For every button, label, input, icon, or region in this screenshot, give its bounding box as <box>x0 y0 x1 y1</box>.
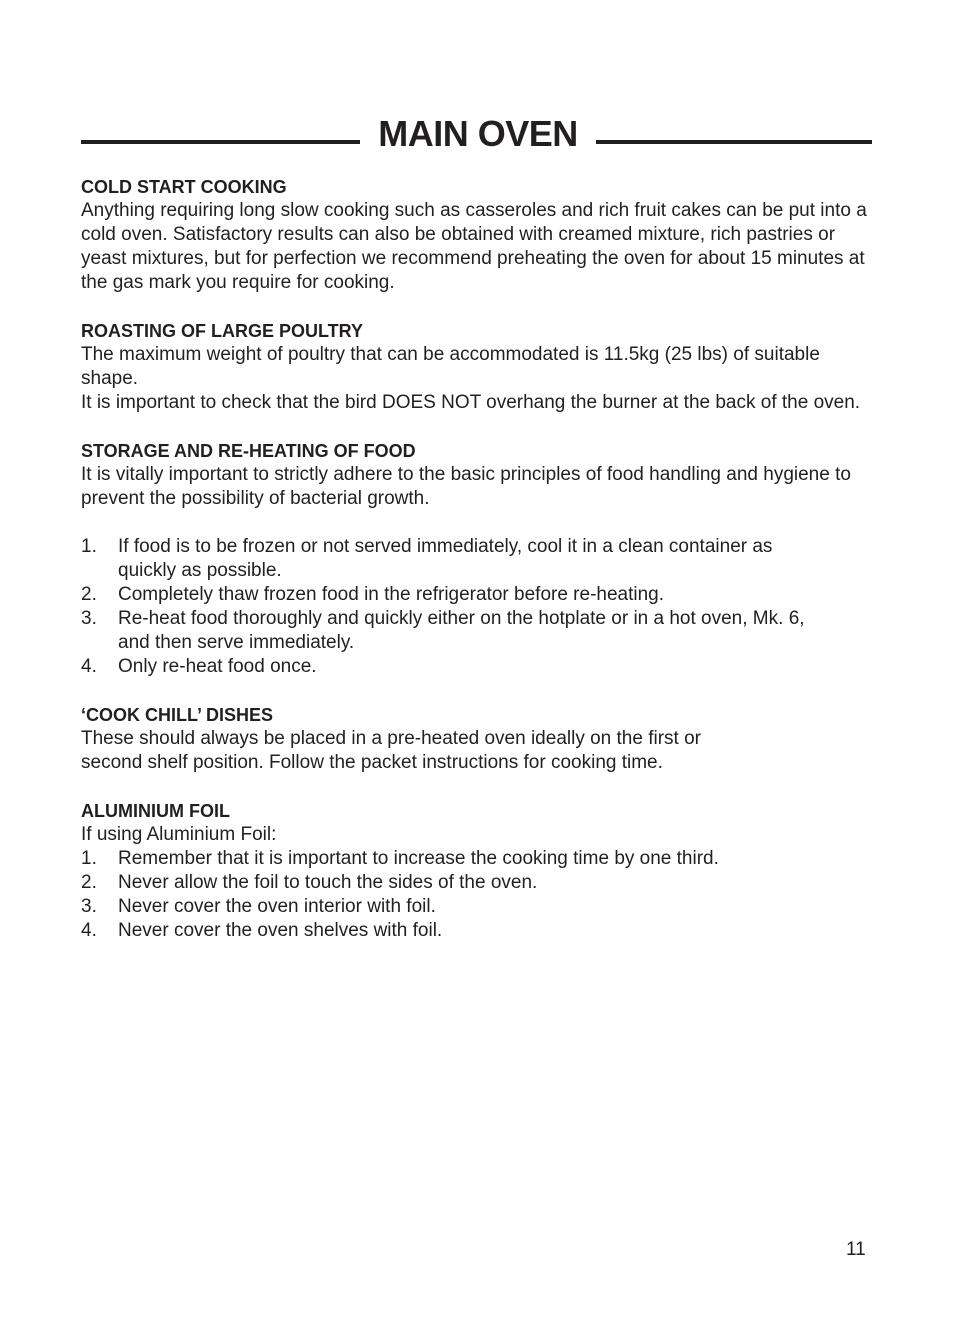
list-text: Remember that it is important to increase the cooking time by one third. <box>118 848 719 869</box>
page-title: MAIN OVEN <box>378 113 578 154</box>
list-text: Never allow the foil to touch the sides of the oven. <box>118 872 538 893</box>
section-paragraph: These should always be placed in a pre-heated oven ideally on the first or second shelf position. Follow the packet instructions for cooking time. <box>81 728 701 773</box>
list-number: 2. <box>81 872 97 893</box>
section-paragraph: It is vitally important to strictly adhere to the basic principles of food handling and hygiene to prevent the possibility of bacterial growth. <box>81 464 851 509</box>
list-number: 1. <box>81 848 97 869</box>
list-item <box>81 535 821 583</box>
section-heading: ALUMINIUM FOIL <box>81 801 230 821</box>
list-number: 4. <box>81 920 97 941</box>
list-text: Only re-heat food once. <box>118 656 317 677</box>
spacer <box>81 511 876 535</box>
list-item <box>81 919 876 943</box>
list-number: 1. <box>81 536 97 557</box>
foil-list <box>81 847 876 943</box>
section-paragraph: If using Aluminium Foil: <box>81 824 277 845</box>
list-text: Re-heat food thoroughly and quickly either on the hotplate or in a hot oven, Mk. 6, and then serve immediately. <box>118 608 805 653</box>
section-storage-reheating <box>81 439 876 679</box>
list-number: 3. <box>81 896 97 917</box>
list-item <box>81 895 876 919</box>
section-heading: ‘COOK CHILL’ DISHES <box>81 705 274 725</box>
main-content <box>81 175 876 967</box>
list-item <box>81 847 876 871</box>
list-number: 3. <box>81 608 97 629</box>
section-roasting-large-poultry <box>81 319 876 415</box>
list-text: Never cover the oven shelves with foil. <box>118 920 443 941</box>
title-rule-right <box>596 140 872 144</box>
page-number: 11 <box>846 1239 866 1260</box>
list-item <box>81 583 821 607</box>
list-item <box>81 655 821 679</box>
section-cook-chill-dishes <box>81 703 876 775</box>
title-row <box>81 110 872 158</box>
list-text: Completely thaw frozen food in the refrigerator before re-heating. <box>118 584 665 605</box>
section-paragraph: It is important to check that the bird DOES NOT overhang the burner at the back of the oven. <box>81 392 861 413</box>
section-paragraph: The maximum weight of poultry that can be accommodated is 11.5kg (25 lbs) of suitable shape. <box>81 344 820 389</box>
section-paragraph: Anything requiring long slow cooking such as casseroles and rich fruit cakes can be put into a cold oven. Satisfactory results can also be obtained with creamed mixture, rich pastries or yeast mixtures, but for perfection we recommend preheating the oven for about 15 minutes at the gas mark you require for cooking. <box>81 200 867 293</box>
reheating-list <box>81 535 821 679</box>
list-text: Never cover the oven interior with foil. <box>118 896 436 917</box>
section-cold-start-cooking <box>81 175 876 295</box>
list-number: 4. <box>81 656 97 677</box>
list-item <box>81 607 821 655</box>
title-rule-left <box>81 140 360 144</box>
section-heading: STORAGE AND RE-HEATING OF FOOD <box>81 441 416 461</box>
list-number: 2. <box>81 584 97 605</box>
section-heading: COLD START COOKING <box>81 177 287 197</box>
section-aluminium-foil <box>81 799 876 943</box>
list-item <box>81 871 876 895</box>
list-text: If food is to be frozen or not served immediately, cool it in a clean container as quickly as possible. <box>118 536 773 581</box>
section-heading: ROASTING OF LARGE POULTRY <box>81 321 363 341</box>
